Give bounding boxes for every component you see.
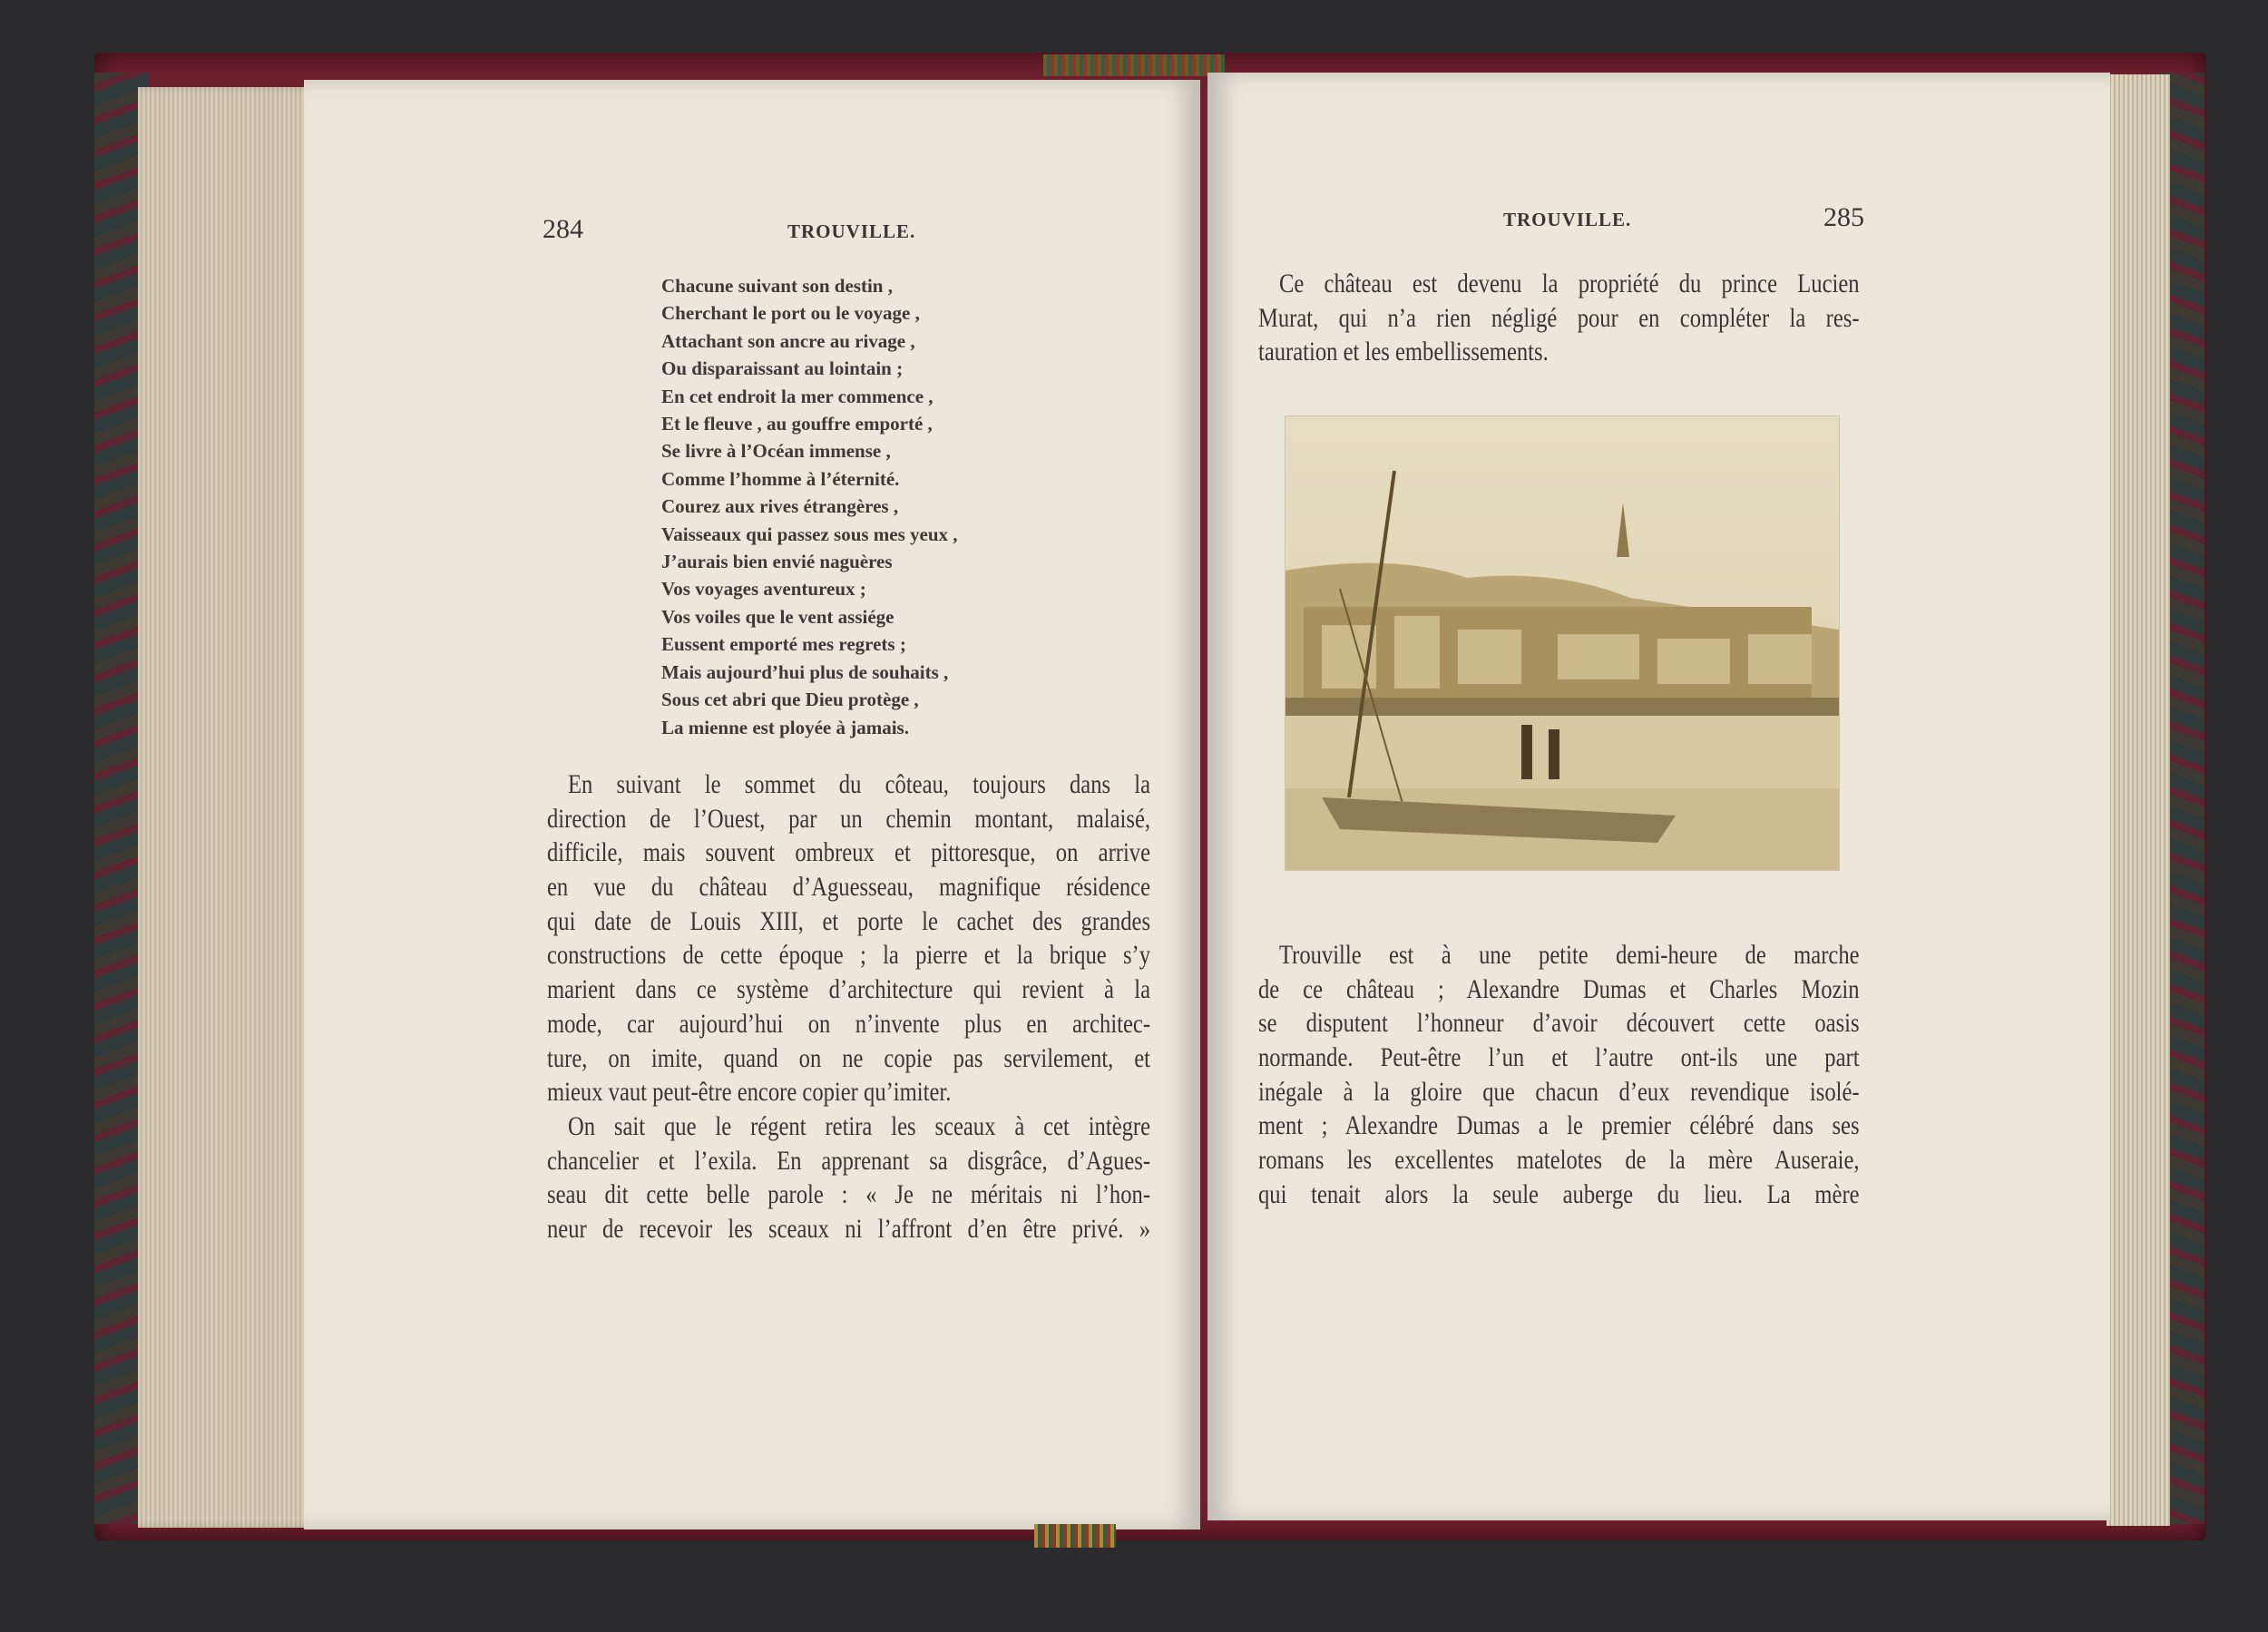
text-line: seau dit cette belle parole : « Je ne méritais ni l’hon- [547, 1179, 1151, 1210]
photo-image-icon [1286, 416, 1839, 870]
poem-line: Ou disparaissant au lointain ; [661, 357, 904, 380]
poem-line: Et le fleuve , au gouffre emporté , [661, 413, 933, 435]
headband-top [1043, 54, 1225, 76]
text-line: qui date de Louis XIII, et porte le cachet des grandes [547, 905, 1151, 936]
text-line: romans les excellentes matelotes de la mère Auseraie, [1258, 1145, 1860, 1176]
poem-line: Comme l’homme à l’éternité. [661, 467, 900, 490]
text-line: constructions de cette époque ; la pierre et la brique s’y [547, 940, 1151, 971]
poem-line: En cet endroit la mer commence , [661, 385, 934, 407]
poem-line: J’aurais bien envié naguères [661, 551, 893, 573]
poem-line: Courez aux rives étrangères , [661, 495, 899, 518]
text-line: mode, car aujourd’hui on n’invente plus en architec- [547, 1008, 1151, 1039]
left-paragraph-1 [547, 767, 1150, 1109]
text-line: se disputent l’honneur d’avoir découvert cette oasis [1258, 1008, 1860, 1039]
text-line: Trouville est à une petite demi-heure de marche [1278, 940, 1860, 970]
text-line: marient dans ce système d’architecture qui revient à la [547, 974, 1151, 1005]
poem-line: Chacune suivant son destin , [661, 275, 893, 297]
poem-line: La mienne est ployée à jamais. [661, 716, 909, 738]
poem-line: Se livre à l’Océan immense , [661, 440, 891, 463]
poem-line: Attachant son ancre au rivage , [661, 329, 915, 352]
right-paragraph-2 [1258, 938, 1860, 1212]
text-line: qui tenait alors la seule auberge du lieu. La mère [1258, 1178, 1860, 1209]
text-line: Ce château est devenu la propriété du prince Lucien [1278, 269, 1860, 298]
poem-line: Vos voiles que le vent assiége [661, 605, 894, 628]
right-paragraph-1 [1258, 267, 1860, 369]
text-line: mieux vaut peut-être encore copier qu’imiter. [547, 1077, 952, 1108]
text-line: chancelier et l’exila. En apprenant sa disgrâce, d’Agues- [547, 1145, 1151, 1176]
text-line: On sait que le régent retira les sceaux à cet intègre [567, 1111, 1151, 1141]
text-line: direction de l’Ouest, par un chemin montant, malaisé, [547, 803, 1151, 834]
text-line: neur de recevoir les sceaux ni l’affront d’en être privé. » [547, 1214, 1151, 1245]
page-number-right: 285 [1823, 202, 1864, 232]
harbour-photograph [1285, 415, 1840, 871]
text-line: tauration et les embellissements. [1258, 337, 1549, 367]
running-head-left: TROUVILLE. [787, 220, 916, 242]
poem [661, 272, 958, 741]
text-line: normande. Peut-être l’un et l’autre ont-ils une part [1258, 1042, 1860, 1073]
left-paragraph-2 [547, 1109, 1150, 1246]
text-line: Murat, qui n’a rien négligé pour en compléter la res- [1258, 302, 1860, 333]
text-line: En suivant le sommet du côteau, toujours dans la [567, 769, 1151, 799]
text-line: ment ; Alexandre Dumas a le premier célébré dans ses [1258, 1110, 1860, 1141]
poem-line: Vos voyages aventureux ; [661, 578, 866, 601]
poem-line: Eussent emporté mes regrets ; [661, 633, 906, 656]
text-line: en vue du château d’Aguesseau, magnifique résidence [547, 872, 1151, 903]
text-line: difficile, mais souvent ombreux et pittoresque, on arrive [547, 837, 1151, 868]
text-line: de ce château ; Alexandre Dumas et Charles Mozin [1258, 973, 1860, 1004]
poem-line: Vaisseaux qui passez sous mes yeux , [661, 523, 958, 545]
headband-bottom [1034, 1524, 1116, 1548]
text-line: ture, on imite, quand on ne copie pas servilement, et [547, 1042, 1151, 1073]
running-head-right: TROUVILLE. [1503, 209, 1632, 230]
poem-line: Sous cet abri que Dieu protège , [661, 689, 919, 711]
page-edges-right [2107, 74, 2170, 1526]
poem-line: Mais aujourd’hui plus de souhaits , [661, 660, 949, 683]
text-line: inégale à la gloire que chacun d’eux revendique isolé- [1258, 1076, 1860, 1107]
page-number-left: 284 [543, 214, 583, 244]
poem-line: Cherchant le port ou le voyage , [661, 302, 920, 325]
